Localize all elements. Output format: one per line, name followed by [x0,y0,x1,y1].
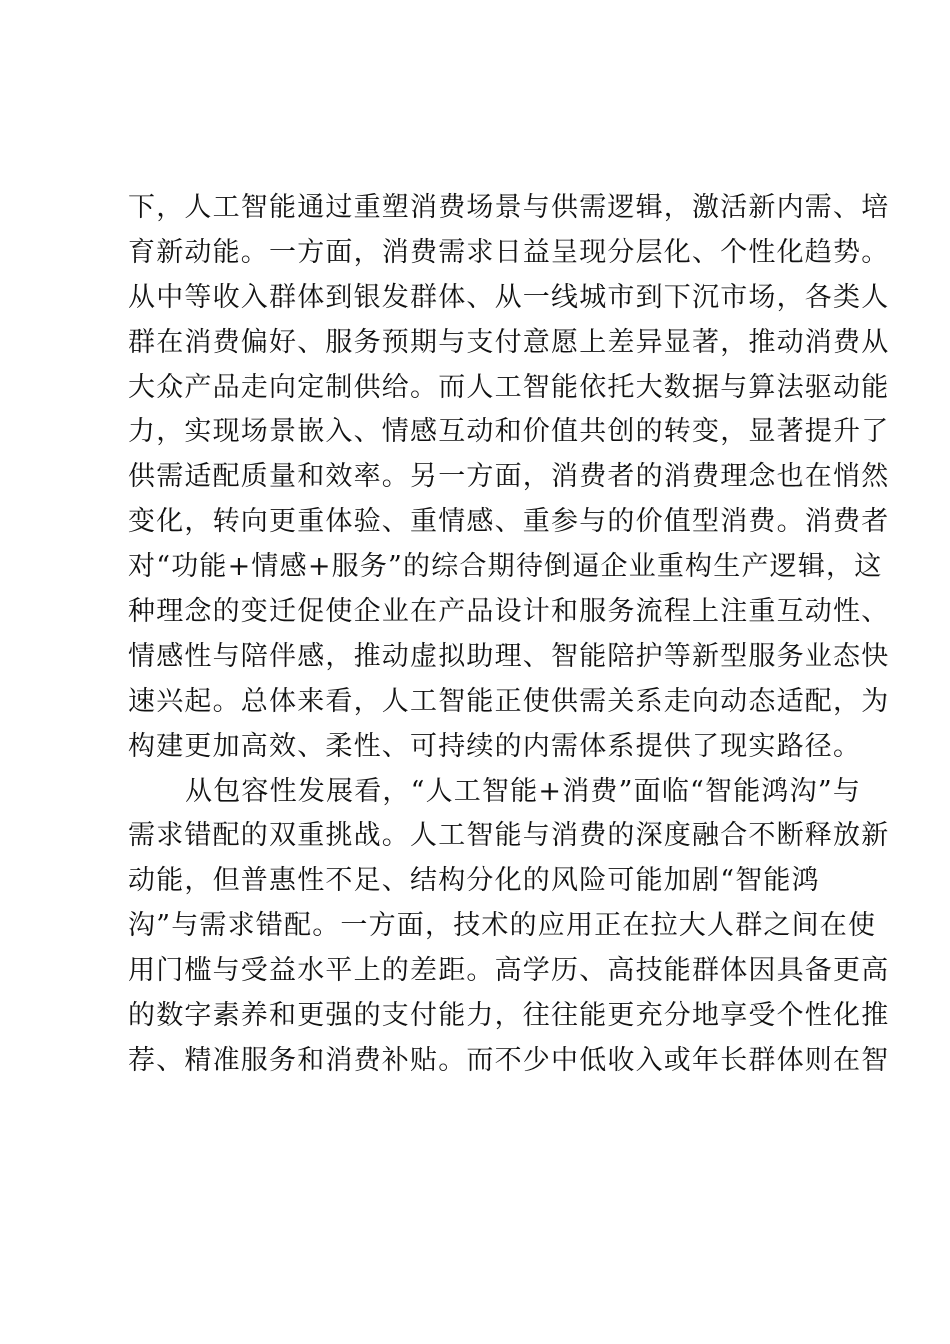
text-line: 构建更加高效、柔性、可持续的内需体系提供了现实路径。 [128,730,862,762]
paragraph-first-line: 从包容性发展看，“人工智能+消费”面临“智能鸿沟”与 [185,775,862,807]
body-text [128,186,890,1084]
text-line: 动能，但普惠性不足、结构分化的风险可能加剧“智能鸿 [128,865,820,897]
text-line: 情感性与陪伴感，推动虚拟助理、智能陪护等新型服务业态快 [128,640,890,672]
text-line: 速兴起。总体来看，人工智能正使供需关系走向动态适配，为 [128,685,890,717]
text-line: 力，实现场景嵌入、情感互动和价值共创的转变，显著提升了 [128,416,890,448]
text-line: 荐、精准服务和消费补贴。而不少中低收入或年长群体则在智 [128,1044,890,1076]
text-line: 大众产品走向定制供给。而人工智能依托大数据与算法驱动能 [128,371,890,403]
text-line: 需求错配的双重挑战。人工智能与消费的深度融合不断释放新 [128,820,890,852]
text-line: 种理念的变迁促使企业在产品设计和服务流程上注重互动性、 [128,596,890,628]
text-line: 供需适配质量和效率。另一方面，消费者的消费理念也在悄然 [128,461,890,493]
text-line: 从中等收入群体到银发群体、从一线城市到下沉市场，各类人 [128,281,890,313]
text-line: 群在消费偏好、服务预期与支付意愿上差异显著，推动消费从 [128,326,890,358]
text-line: 育新动能。一方面，消费需求日益呈现分层化、个性化趋势。 [128,236,890,268]
text-line: 的数字素养和更强的支付能力，往往能更充分地享受个性化推 [128,1000,890,1032]
text-line: 沟”与需求错配。一方面，技术的应用正在拉大人群之间在使 [128,910,877,942]
text-line: 对“功能+情感+服务”的综合期待倒逼企业重构生产逻辑，这 [128,551,883,583]
text-line: 用门槛与受益水平上的差距。高学历、高技能群体因具备更高 [128,955,890,987]
text-line: 变化，转向更重体验、重情感、重参与的价值型消费。消费者 [128,506,890,538]
text-line: 下，人工智能通过重塑消费场景与供需逻辑，激活新内需、培 [128,192,890,223]
